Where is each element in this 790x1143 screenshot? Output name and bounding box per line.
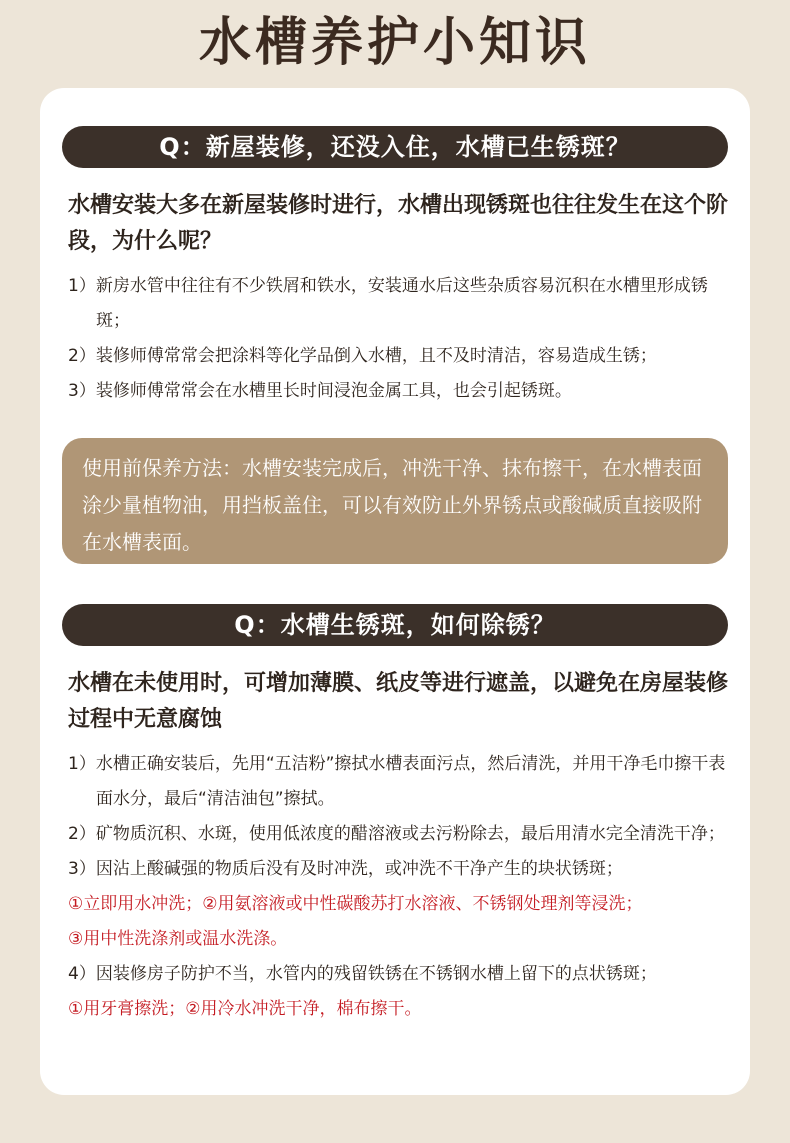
list-item: 2）装修师傅常常会把涂料等化学品倒入水槽，且不及时清洁，容易造成生锈； — [68, 346, 657, 366]
content-card — [40, 88, 750, 1095]
question-2-lead: 水槽在未使用时，可增加薄膜、纸皮等进行遮盖，以避免在房屋装修过程中无意腐蚀 — [68, 671, 729, 732]
question-1-list — [68, 269, 732, 409]
maintenance-tip-box: 使用前保养方法：水槽安装完成后，冲洗干净、抹布擦干，在水槽表面涂少量植物油，用挡板盖住，可以有效防止外界锈点或酸碱质直接吸附在水槽表面。 — [62, 438, 728, 564]
page-title: 水槽养护小知识 — [198, 13, 591, 73]
list-item-red: ①立即用水冲洗；②用氨溶液或中性碳酸苏打水溶液、不锈钢处理剂等浸洗； — [68, 894, 643, 914]
question-2-bar: Q：水槽生锈斑，如何除锈？ — [62, 604, 728, 646]
list-item: 2）矿物质沉积、水斑，使用低浓度的醋溶液或去污粉除去，最后用清水完全清洗干净； — [68, 824, 725, 844]
list-item: 1）水槽正确安装后，先用“五洁粉”擦拭水槽表面污点，然后清洗，并用干净毛巾擦干表面水分，最后“清洁油包”擦拭。 — [68, 754, 726, 809]
question-1-bar: Q：新屋装修，还没入住，水槽已生锈斑？ — [62, 126, 728, 168]
list-item: 1）新房水管中往往有不少铁屑和铁水，安装通水后这些杂质容易沉积在水槽里形成锈斑； — [68, 276, 708, 331]
list-item-red: ③用中性洗涤剂或温水洗涤。 — [68, 929, 288, 949]
list-item-red: ①用牙膏擦洗；②用冷水冲洗干净，棉布擦干。 — [68, 999, 422, 1019]
list-item: 3）因沾上酸碱强的物质后没有及时冲洗，或冲洗不干净产生的块状锈斑； — [68, 859, 623, 879]
question-2-list — [68, 747, 732, 1027]
list-item: 4）因装修房子防护不当，水管内的残留铁锈在不锈钢水槽上留下的点状锈斑； — [68, 964, 657, 984]
question-1-lead: 水槽安装大多在新屋装修时进行，水槽出现锈斑也往往发生在这个阶段，为什么呢？ — [68, 193, 729, 254]
list-item: 3）装修师傅常常会在水槽里长时间浸泡金属工具，也会引起锈斑。 — [68, 381, 572, 401]
